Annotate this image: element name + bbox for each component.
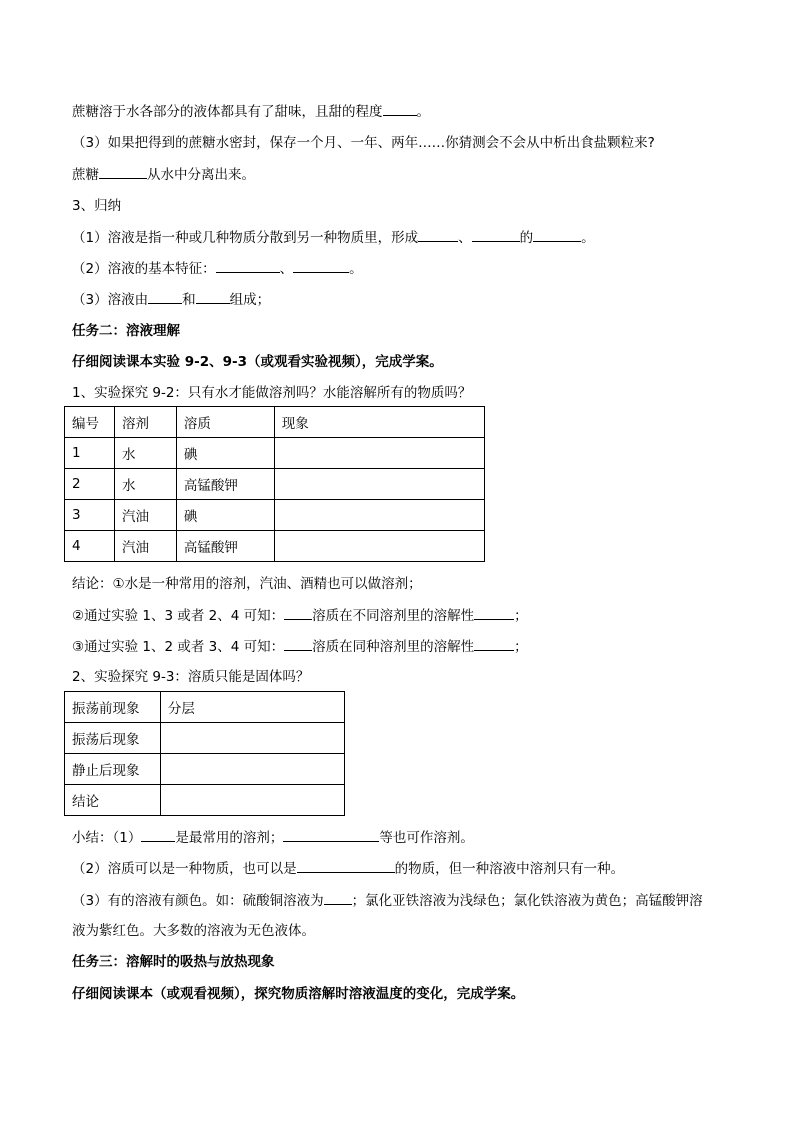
text-line <box>72 164 255 185</box>
text: （1）溶液是指一种或几种物质分散到另一种物质里，形成 <box>72 230 419 246</box>
table-header-cell: 溶剂 <box>114 407 176 438</box>
text: ； <box>514 639 528 655</box>
experiment-heading: 1、实验探究 9-2：只有水才能做溶剂吗？水能溶解所有的物质吗？ <box>72 385 472 401</box>
text: 从水中分离出来。 <box>147 167 255 183</box>
text: ； <box>514 608 528 624</box>
task-description: 仔细阅读课本（或观看视频），探究物质溶解时溶液温度的变化，完成学案。 <box>72 986 525 1002</box>
text: ；氯化亚铁溶液为浅绿色；氯化铁溶液为黄色；高锰酸钾溶 <box>351 893 703 909</box>
summary-line: 液为紫红色。大多数的溶液为无色液体。 <box>72 923 315 939</box>
table-cell: 4 <box>65 531 115 562</box>
table-cell: 汽油 <box>114 531 176 562</box>
text-line <box>72 133 655 153</box>
table-row <box>65 469 485 500</box>
text: 、 <box>279 261 294 277</box>
table-header-cell: 编号 <box>65 407 115 438</box>
table-cell: 3 <box>65 500 115 531</box>
table-cell-label: 结论 <box>65 785 161 816</box>
experiment-table-9-3 <box>64 691 345 816</box>
text: 等也可作溶剂。 <box>379 830 474 846</box>
text: 、 <box>458 230 472 246</box>
table-cell-label: 振荡后现象 <box>65 723 161 754</box>
task-description: 仔细阅读课本实验 9-2、9-3（或观看实验视频），完成学案。 <box>72 354 443 370</box>
table-cell-label: 静止后现象 <box>65 754 161 785</box>
fill-blank <box>533 227 581 242</box>
text: （3）有的溶液有颜色。如：硫酸铜溶液为 <box>72 893 324 909</box>
text: （2）溶液的基本特征： <box>72 261 216 277</box>
text: （3）如果把得到的蔗糖水密封，保存一个月、一年、两年……你猜测会不会从中析出食盐颗粒来? <box>72 135 655 151</box>
text: 组成； <box>229 292 271 308</box>
task-heading: 任务三：溶解时的吸热与放热现象 <box>72 954 275 970</box>
text: 。 <box>349 261 363 277</box>
text: 的 <box>519 230 534 246</box>
fill-blank <box>472 227 520 242</box>
text: （2）溶质可以是一种物质，也可以是 <box>72 861 297 877</box>
experiment-table-9-2 <box>64 406 485 562</box>
fill-blank <box>148 289 182 304</box>
text: 。 <box>416 104 430 120</box>
fill-blank <box>474 636 514 651</box>
text: 溶质在不同溶剂里的溶解性 <box>312 608 475 624</box>
text-line <box>72 258 363 279</box>
text: 的物质，但一种溶液中溶剂只有一种。 <box>394 861 625 877</box>
fill-blank <box>196 289 230 304</box>
fill-blank <box>297 858 395 873</box>
text: 溶质在同种溶剂里的溶解性 <box>312 639 475 655</box>
conclusion-line: 结论：①水是一种常用的溶剂，汽油、酒精也可以做溶剂； <box>72 576 422 592</box>
summary-line <box>72 858 624 879</box>
table-cell: 汽油 <box>114 500 176 531</box>
summary-line <box>72 890 703 911</box>
table-row <box>65 438 485 469</box>
fill-blank <box>141 827 175 842</box>
text-line <box>72 196 121 216</box>
table-cell-phenomenon[interactable] <box>274 469 484 500</box>
fill-blank <box>324 890 352 905</box>
text: 蔗糖 <box>72 167 99 183</box>
text: ③通过实验 1、2 或者 3、4 可知： <box>72 639 285 655</box>
text: 。 <box>581 230 595 246</box>
text: 和 <box>182 292 196 308</box>
fill-blank <box>284 636 312 651</box>
table-row <box>65 500 485 531</box>
text-line <box>72 289 270 310</box>
table-cell: 高锰酸钾 <box>176 469 274 500</box>
task-heading: 任务二：溶液理解 <box>72 323 180 339</box>
text: 小结：（1） <box>72 830 142 846</box>
fill-blank <box>474 605 514 620</box>
summary-line <box>72 827 474 848</box>
conclusion-line <box>72 636 528 657</box>
table-header-cell: 溶质 <box>176 407 274 438</box>
table-row <box>65 692 345 723</box>
table-row <box>65 723 345 754</box>
table-cell: 碘 <box>176 500 274 531</box>
conclusion-line <box>72 605 528 626</box>
table-cell[interactable] <box>160 785 344 816</box>
table-cell: 碘 <box>176 438 274 469</box>
table-cell-phenomenon[interactable] <box>274 438 484 469</box>
table-cell: 水 <box>114 438 176 469</box>
text: ②通过实验 1、3 或者 2、4 可知： <box>72 608 285 624</box>
table-row <box>65 785 345 816</box>
table-header-row <box>65 407 485 438</box>
table-header-cell: 现象 <box>274 407 484 438</box>
fill-blank <box>284 605 312 620</box>
fill-blank <box>383 101 417 116</box>
table-cell: 水 <box>114 469 176 500</box>
table-cell-label: 振荡前现象 <box>65 692 161 723</box>
fill-blank <box>283 827 379 842</box>
table-cell[interactable] <box>160 723 344 754</box>
fill-blank <box>293 258 349 273</box>
text: （3）溶液由 <box>72 292 149 308</box>
fill-blank <box>418 227 458 242</box>
fill-blank <box>216 258 280 273</box>
experiment-heading: 2、实验探究 9-3：溶质只能是固体吗？ <box>72 669 310 685</box>
table-cell: 1 <box>65 438 115 469</box>
table-cell[interactable] <box>160 754 344 785</box>
table-cell-phenomenon[interactable] <box>274 531 484 562</box>
table-cell: 分层 <box>160 692 344 723</box>
table-cell: 2 <box>65 469 115 500</box>
section-heading: 3、归纳 <box>72 198 122 214</box>
table-row <box>65 531 485 562</box>
table-cell: 高锰酸钾 <box>176 531 274 562</box>
text: 蔗糖溶于水各部分的液体都具有了甜味，且甜的程度 <box>72 104 383 120</box>
text-line <box>72 227 595 248</box>
table-cell-phenomenon[interactable] <box>274 500 484 531</box>
table-row <box>65 754 345 785</box>
text-line <box>72 101 430 122</box>
fill-blank <box>99 164 147 179</box>
text: 是最常用的溶剂； <box>175 830 284 846</box>
